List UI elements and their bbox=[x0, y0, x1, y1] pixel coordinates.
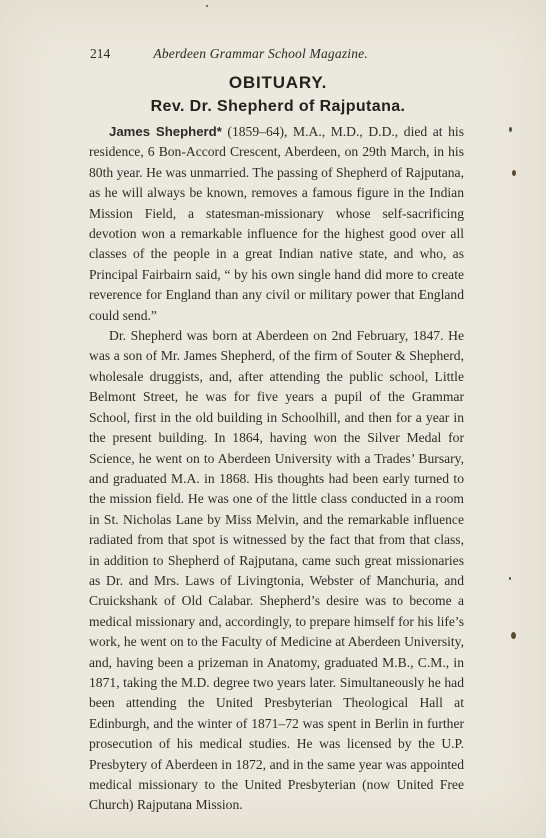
paper-speck bbox=[511, 632, 516, 639]
paragraph-2 bbox=[89, 326, 464, 816]
paper-speck bbox=[512, 170, 516, 176]
paper-speck bbox=[509, 127, 512, 132]
paragraph-1 bbox=[89, 122, 464, 326]
paragraph-2-text: Dr. Shepherd was born at Aberdeen on 2nd February, 1847. He was a son of Mr. James Shepherd, of the firm of Souter & Shepherd, wholesale druggists, and, after attending the public school, Little Belmont Street, he was for five years a pupil of the Grammar School, first in the old building in Schoolhill, and then for a year in the present building. In 1864, having won the Silver Medal for Science, he went on to Aberdeen University with a Trades’ Bursary, and graduated M.A. in 1868. His thoughts had been early turned to the mission field. He was one of the little class conducted in a room in St. Nicholas Lane by Miss Melvin, and the remarkable influence radiated from that spot is witnessed by the fact that from that class, in addition to Shepherd of Rajputana, came such great missionaries as Dr. and Mrs. Laws of Livingtonia, Webster of Manchuria, and Cruickshank of Old Calabar. Shepherd’s desire was to become a medical missionary and, accordingly, to prepare himself for his life’s work, he went on to the Faculty of Medicine at Aberdeen University, and, having been a prizeman in Anatomy, graduated M.B., C.M., in 1871, taking the M.D. degree two years later. Simultaneously he had been attending the United Presbyterian Theological Hall at Edinburgh, and the winter of 1871–72 was spent in Berlin in further prosecution of his medical studies. He was licensed by the U.P. Presbytery of Aberdeen in 1872, and in the same year was appointed medical missionary to the United Presbyterian (now United Free Church) Rajputana Mission. bbox=[89, 328, 464, 813]
article-title: Rev. Dr. Shepherd of Rajputana. bbox=[150, 98, 406, 115]
section-title: OBITUARY. bbox=[228, 73, 328, 92]
page-number: 214 bbox=[90, 46, 111, 61]
paragraph-1-text: (1859–64), M.A., M.D., D.D., died at his residence, 6 Bon-Accord Crescent, Aberdeen, on 29th March, in his 80th year. He was unmarried. The passing of Shepherd of Rajputana, as he will always be known, removes a famous figure in the Indian Mission Field, a statesman-missionary whose self-sacrificing devotion won a remarkable influence for the highest good over all classes of the people in a great Indian native state, and who, as Principal Fairbairn said, “ by his own single hand did more to create reverence for England than any civil or military power that England could send.” bbox=[89, 124, 464, 323]
paper-speck bbox=[206, 5, 208, 7]
subject-name: James Shepherd* bbox=[109, 124, 222, 139]
journal-title: Aberdeen Grammar School Magazine. bbox=[153, 46, 368, 61]
running-head bbox=[90, 46, 470, 62]
article-body bbox=[89, 122, 464, 816]
paper-speck bbox=[509, 577, 511, 580]
